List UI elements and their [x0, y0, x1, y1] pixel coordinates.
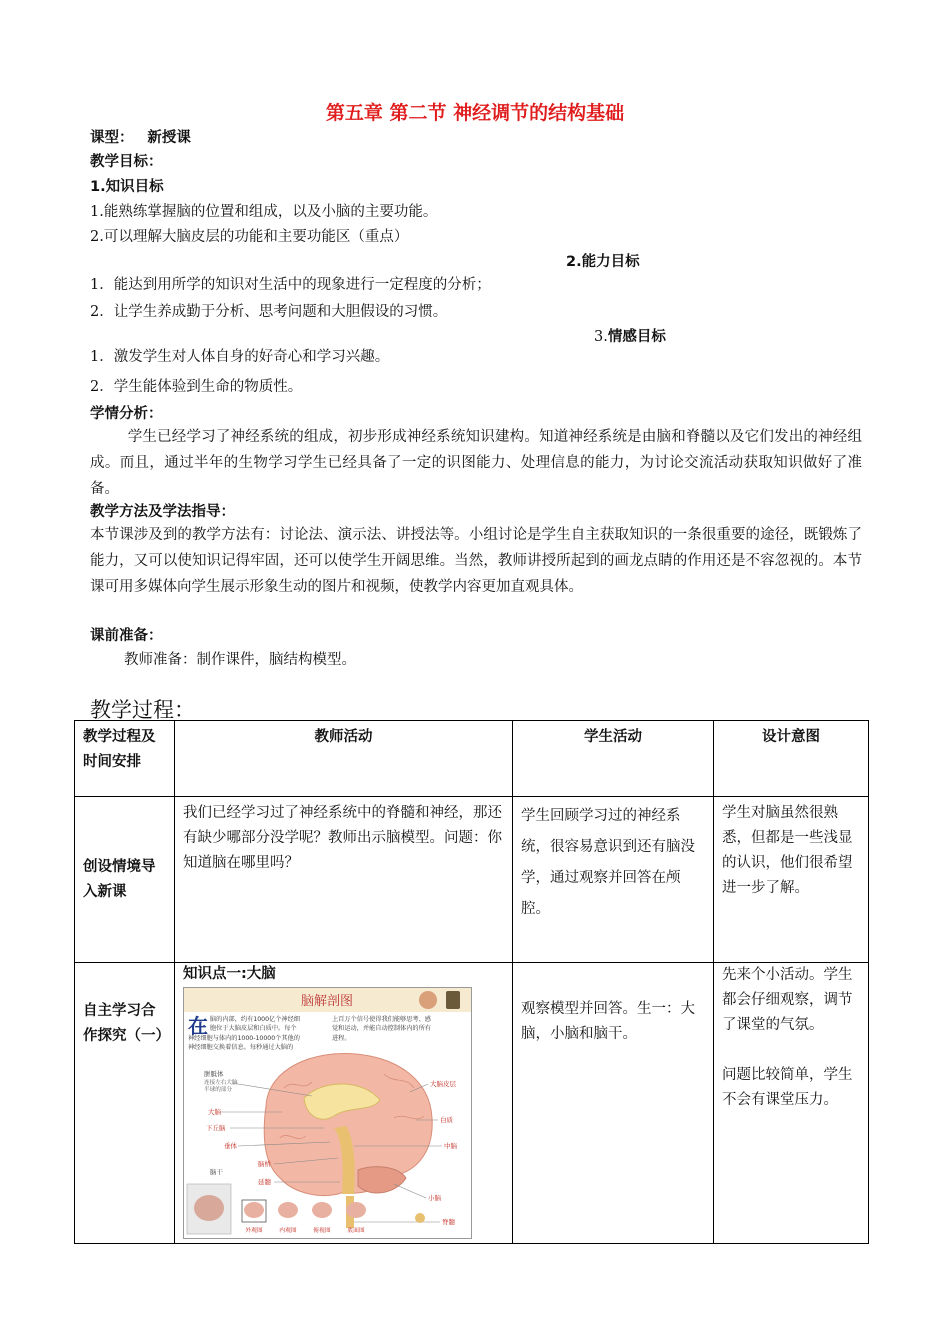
method-text: 本节课涉及到的教学方法有：讨论法、演示法、讲授法等。小组讨论是学生自主获取知识的一条很重要的途径，既锻炼了能力，又可以使知识记得牢固，还可以使学生开阔思维。当然，教师讲授所起到的画龙点睛的作用还是不容忽视的。本节课可用多媒体向学生展示形象生动的图片和视频，使教学内容更加直观具体。	[90, 527, 862, 595]
thumb-label: 底面图	[347, 1228, 365, 1234]
row2-intent-1: 先来个小活动。学生都会仔细观察，调节了课堂的气氛。	[722, 967, 853, 1033]
label-spinal: 脊髓	[442, 1218, 455, 1226]
label-corpus: 胼胝体	[204, 1070, 224, 1078]
intro-line: 神经细胞与体内的1000-10000个其他的	[188, 1035, 300, 1042]
ability-heading: 2.能力目标	[566, 254, 640, 270]
row2-student: 观察模型并回答。生一：大脑，小脑和脑干。	[513, 963, 714, 1244]
label-pons: 脑桥	[258, 1160, 271, 1168]
table-header-row	[75, 721, 869, 797]
intro-line: 脑的内部，约有1000亿个神经细	[210, 1016, 300, 1023]
thumb-label: 外观图	[245, 1228, 263, 1234]
knowledge-item: 1.能熟练掌握脑的位置和组成，以及小脑的主要功能。	[90, 204, 438, 220]
ability-item: 2．让学生养成勤于分析、思考问题和大胆假设的习惯。	[90, 304, 448, 320]
thumb-label: 俯视图	[313, 1228, 331, 1234]
intro-right-line: 上百万个信号使得我们能够思考、感	[332, 1016, 431, 1023]
label-medulla: 延髓	[258, 1178, 271, 1186]
label-pituitary: 垂体	[224, 1142, 237, 1150]
magnifier-icon	[415, 1213, 425, 1223]
intro-line: 神经细胞交换着信息。每秒通过大脑的	[188, 1044, 294, 1051]
head-thumbnail-brain	[194, 1195, 224, 1221]
row2-teacher-heading: 知识点一:大脑	[183, 966, 276, 982]
objectives-heading: 教学目标：	[90, 154, 163, 170]
label-corpus-note: 连接左右大脑	[204, 1080, 238, 1086]
row2-stage-cell	[75, 963, 175, 1244]
row1-teacher: 我们已经学习过了神经系统中的脊髓和神经，那还有缺少哪部分没学呢？教师出示脑模型。问题：你知道脑在哪里吗？	[175, 797, 513, 963]
header-teacher: 教师活动	[175, 721, 513, 797]
row1-stage-cell	[75, 797, 175, 963]
process-heading: 教学过程：	[90, 698, 195, 722]
label-cortex: 大脑皮层	[430, 1080, 456, 1088]
label-corpus-note: 半球的部分	[204, 1087, 232, 1093]
knowledge-item: 2.可以理解大脑皮层的功能和主要功能区（重点）	[90, 229, 409, 245]
table-row	[75, 797, 869, 963]
emotion-item: 2．学生能体验到生命的物质性。	[90, 379, 303, 395]
emotion-item: 1．激发学生对人体自身的好奇心和学习兴趣。	[90, 349, 390, 365]
process-table	[74, 720, 869, 1244]
intro-text	[188, 1015, 432, 1051]
row2-intent-2: 问题比较简单，学生不会有课堂压力。	[722, 1067, 853, 1108]
knowledge-heading: 1.知识目标	[90, 179, 164, 195]
table-row	[75, 963, 869, 1244]
label-brainstem: 脑干	[210, 1168, 223, 1176]
lesson-type-value: 新授课	[147, 130, 191, 146]
row2-teacher-cell	[175, 963, 513, 1244]
book-icon	[446, 991, 460, 1009]
emotion-heading-num: 3.	[594, 329, 608, 345]
label-cerebellum: 小脑	[428, 1194, 441, 1202]
intro-line: 胞位于大脑皮层和白质中。每个	[210, 1025, 297, 1032]
head-icon	[419, 991, 437, 1009]
intro-right-line: 觉和运动，并能自动控制体内的所有	[332, 1025, 431, 1032]
figure-title: 脑解剖图	[300, 994, 354, 1009]
thumb-label: 内观图	[279, 1228, 297, 1234]
thumb-top	[312, 1202, 332, 1218]
label-mid: 中脑	[444, 1142, 457, 1150]
brain-anatomy-figure	[183, 987, 472, 1239]
row2-intent-cell	[714, 963, 869, 1244]
header-intent: 设计意图	[714, 721, 869, 797]
label-hypothalamus: 下丘脑	[206, 1124, 226, 1132]
lesson-type-label: 课型：	[90, 130, 134, 146]
intro-right-line: 进程。	[332, 1035, 351, 1042]
row1-stage: 创设情境导入新课	[83, 858, 156, 900]
analysis-text: 学生已经学习了神经系统的组成，初步形成神经系统知识建构。知道神经系统是由脑和脊髓以及它们发出的神经组成。而且，通过半年的生物学习学生已经具备了一定的识图能力、处理信息的能力，为讨论交流活动获取知识做好了准备。	[90, 429, 862, 497]
thumb-inside	[278, 1202, 298, 1218]
thumb-bottom	[346, 1202, 366, 1218]
thumb-outside	[244, 1202, 264, 1218]
intro-initial: 在	[188, 1014, 208, 1038]
prep-text: 教师准备：制作课件，脑结构模型。	[124, 652, 356, 668]
header-student: 学生活动	[513, 721, 714, 797]
row1-intent: 学生对脑虽然很熟悉，但都是一些浅显的认识，他们很希望进一步了解。	[714, 797, 869, 963]
emotion-heading-text: 情感目标	[607, 329, 666, 345]
method-heading: 教学方法及学法指导：	[90, 504, 235, 520]
prep-heading: 课前准备：	[90, 628, 163, 644]
analysis-heading: 学情分析：	[90, 406, 163, 422]
ability-item: 1．能达到用所学的知识对生活中的现象进行一定程度的分析；	[90, 277, 491, 293]
label-cerebrum: 大脑	[208, 1108, 221, 1116]
row1-student: 学生回顾学习过的神经系统，很容易意识到还有脑没学，通过观察并回答在颅腔。	[513, 797, 714, 963]
row2-stage: 自主学习合作探究（一）	[83, 1003, 170, 1044]
lesson-type-line	[90, 126, 870, 150]
header-stage: 教学过程及时间安排	[75, 721, 175, 797]
label-white: 白质	[440, 1116, 453, 1124]
page-title: 第五章 第二节 神经调节的结构基础	[325, 102, 625, 124]
